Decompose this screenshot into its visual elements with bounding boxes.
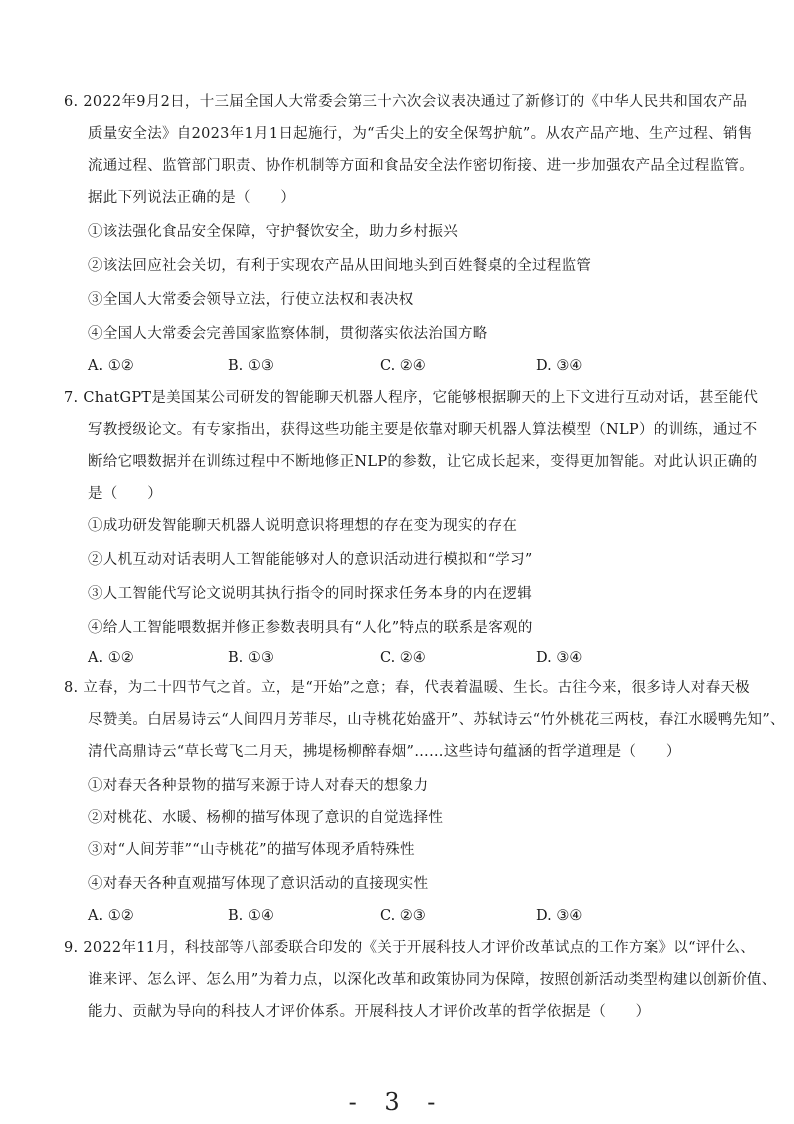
q7-stem-line-2: 写教授级论文。有专家指出，获得这些功能主要是依靠对聊天机器人算法模型（NLP）的训练，通过不 bbox=[88, 422, 758, 438]
q8-option-d[interactable]: D. ③④ bbox=[536, 908, 583, 924]
q6-option-b[interactable]: B. ①③ bbox=[228, 358, 274, 374]
q7-item-2: ②人机互动对话表明人工智能能够对人的意识活动进行模拟和“学习” bbox=[88, 552, 533, 568]
q7-item-3: ③人工智能代写论文说明其执行指令的同时探求任务本身的内在逻辑 bbox=[88, 586, 532, 602]
q8-options bbox=[88, 906, 728, 926]
q8-option-a[interactable]: A. ①② bbox=[88, 908, 134, 924]
q6-stem-line-4: 据此下列说法正确的是（ ） bbox=[88, 190, 296, 206]
page-number: - 3 - bbox=[348, 1088, 446, 1116]
q8-item-1: ①对春天各种景物的描写来源于诗人对春天的想象力 bbox=[88, 778, 429, 794]
q8-option-c[interactable]: C. ②③ bbox=[380, 908, 426, 924]
q7-item-4: ④给人工智能喂数据并修正参数表明具有“人化”特点的联系是客观的 bbox=[88, 620, 533, 636]
q6-stem-line-1: 6. 2022年9月2日，十三届全国人大常委会第三十六次会议表决通过了新修订的《中华人民共和国农产品 bbox=[64, 94, 748, 110]
q8-stem-line-3: 清代高鼎诗云“草长莺飞二月天，拂堤杨柳醉春烟”……这些诗句蕴涵的哲学道理是（ ） bbox=[88, 744, 681, 760]
q9-stem-line-3: 能力、贡献为导向的科技人才评价体系。开展科技人才评价改革的哲学依据是（ ） bbox=[88, 1004, 651, 1020]
q6-stem-line-3: 流通过程、监管部门职责、协作机制等方面和食品安全法作密切衔接、进一步加强农产品全过程监管。 bbox=[88, 158, 754, 174]
q7-option-c[interactable]: C. ②④ bbox=[380, 650, 426, 666]
q6-option-c[interactable]: C. ②④ bbox=[380, 358, 426, 374]
q7-option-b[interactable]: B. ①③ bbox=[228, 650, 274, 666]
q8-stem-line-2: 尽赞美。白居易诗云“人间四月芳菲尽，山寺桃花始盛开”、苏轼诗云“竹外桃花三两枝，春江水暖鸭先知”、 bbox=[88, 712, 785, 728]
q6-item-3: ③全国人大常委会领导立法，行使立法权和表决权 bbox=[88, 292, 414, 308]
q9-stem-line-2: 谁来评、怎么评、怎么用”为着力点，以深化改革和政策协同为保障，按照创新活动类型构建以创新价值、 bbox=[88, 972, 777, 988]
q8-item-3: ③对“人间芳菲”“山寺桃花”的描写体现矛盾特殊性 bbox=[88, 842, 415, 858]
q8-option-b[interactable]: B. ①④ bbox=[228, 908, 274, 924]
q8-stem-line-1: 8. 立春，为二十四节气之首。立，是“开始”之意；春，代表着温暖、生长。古往今来，很多诗人对春天极 bbox=[64, 680, 750, 696]
q6-item-1: ①该法强化食品安全保障，守护餐饮安全，助力乡村振兴 bbox=[88, 224, 458, 240]
q7-option-d[interactable]: D. ③④ bbox=[536, 650, 583, 666]
q9-stem-line-1: 9. 2022年11月，科技部等八部委联合印发的《关于开展科技人才评价改革试点的工作方案》以“评什么、 bbox=[64, 940, 756, 956]
q6-item-4: ④全国人大常委会完善国家监察体制，贯彻落实依法治国方略 bbox=[88, 326, 488, 342]
q7-stem-line-1: 7. ChatGPT是美国某公司研发的智能聊天机器人程序，它能够根据聊天的上下文进行互动对话，甚至能代 bbox=[64, 390, 759, 406]
q6-option-d[interactable]: D. ③④ bbox=[536, 358, 583, 374]
q7-stem-line-4: 是（ ） bbox=[88, 486, 162, 502]
q7-item-1: ①成功研发智能聊天机器人说明意识将理想的存在变为现实的存在 bbox=[88, 518, 518, 534]
q7-options bbox=[88, 648, 728, 668]
q6-item-2: ②该法回应社会关切，有利于实现农产品从田间地头到百姓餐桌的全过程监管 bbox=[88, 258, 592, 274]
q6-option-a[interactable]: A. ①② bbox=[88, 358, 134, 374]
q8-item-2: ②对桃花、水暖、杨柳的描写体现了意识的自觉选择性 bbox=[88, 810, 444, 826]
q6-options bbox=[88, 356, 728, 376]
q6-stem-line-2: 质量安全法》自2023年1月1日起施行，为“舌尖上的安全保驾护航”。从农产品产地、生产过程、销售 bbox=[88, 126, 753, 142]
q8-item-4: ④对春天各种直观描写体现了意识活动的直接现实性 bbox=[88, 876, 429, 892]
q7-stem-line-3: 断给它喂数据并在训练过程中不断地修正NLP的参数，让它成长起来，变得更加智能。对此认识正确的 bbox=[88, 454, 758, 470]
q7-option-a[interactable]: A. ①② bbox=[88, 650, 134, 666]
